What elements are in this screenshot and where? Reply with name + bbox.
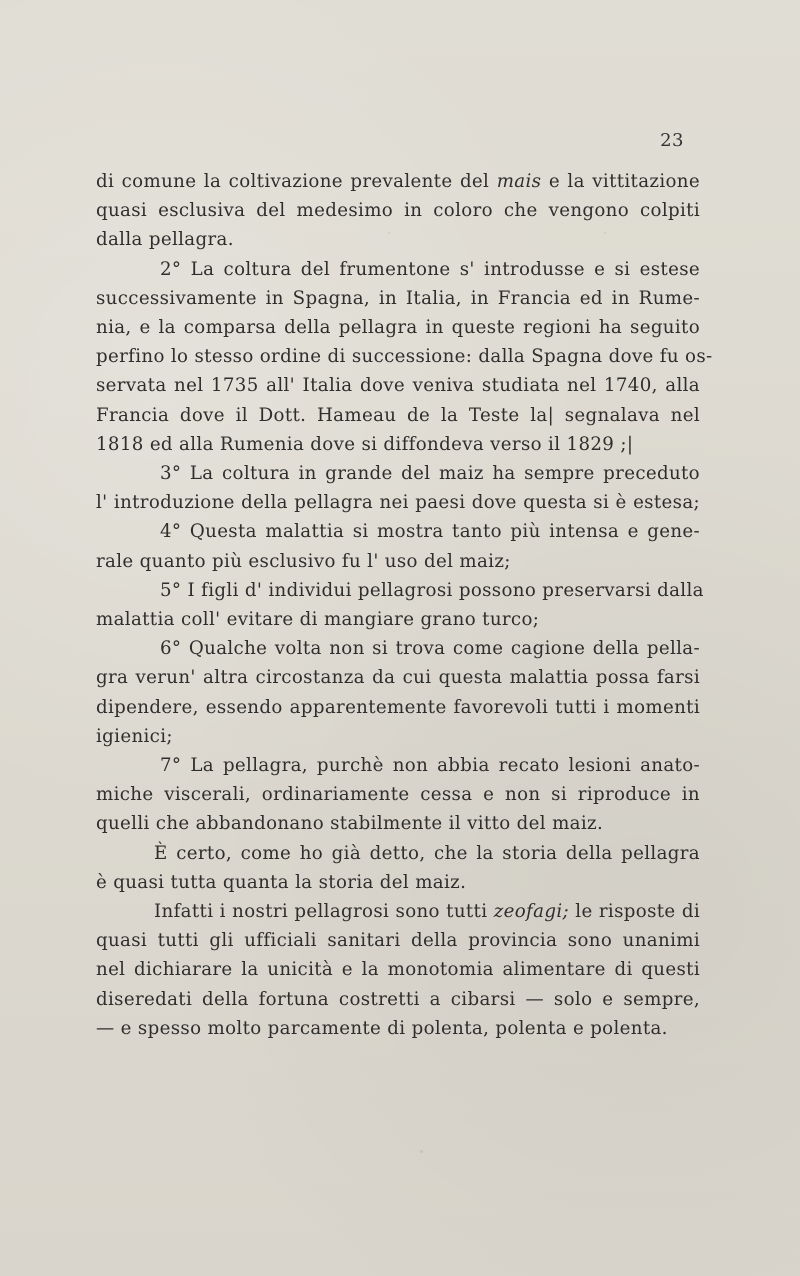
text-line: dalla pellagra. bbox=[96, 229, 234, 251]
text-line: 5° I figli d' individui pellagrosi possono preservarsi dalla bbox=[160, 579, 704, 601]
text-line: successivamente in Spagna, in Italia, in Francia ed in Rume- bbox=[96, 287, 700, 309]
text-line: 2° La coltura del frumentone s' introdusse e si estese bbox=[160, 258, 700, 280]
text-line: l' introduzione della pellagra nei paesi dove questa si è estesa; bbox=[96, 492, 700, 514]
paper-speck bbox=[604, 232, 606, 234]
text-line: 3° La coltura in grande del maiz ha sempre preceduto bbox=[160, 463, 700, 485]
text-line: quasi esclusiva del medesimo in coloro che vengono colpiti bbox=[96, 200, 700, 222]
text-line: quasi tutti gli ufficiali sanitari della provincia sono unanimi bbox=[96, 930, 700, 952]
text-line: nel dichiarare la unicità e la monotomia alimentare di questi bbox=[96, 959, 700, 981]
text-line: Francia dove il Dott. Hameau de la Teste la| segnalava nel bbox=[96, 404, 700, 426]
text-line: rale quanto più esclusivo fu l' uso del maiz; bbox=[96, 550, 511, 572]
text-line: 1818 ed alla Rumenia dove si diffondeva verso il 1829 ;| bbox=[96, 433, 634, 455]
text-line: È certo, come ho già detto, che la storia della pellagra bbox=[154, 842, 700, 864]
text-line: servata nel 1735 all' Italia dove veniva studiata nel 1740, alla bbox=[96, 375, 700, 397]
text-line: dipendere, essendo apparentemente favorevoli tutti i momenti bbox=[96, 696, 700, 718]
text-line: perfino lo stesso ordine di successione: dalla Spagna dove fu os- bbox=[96, 346, 713, 368]
text-line: diseredati della fortuna costretti a cibarsi — solo e sempre, bbox=[96, 988, 700, 1010]
paper-speck bbox=[420, 1150, 423, 1153]
text-line: malattia coll' evitare di mangiare grano turco; bbox=[96, 609, 540, 631]
text-line: è quasi tutta quanta la storia del maiz. bbox=[96, 871, 467, 893]
text-line: miche viscerali, ordinariamente cessa e non si riproduce in bbox=[96, 784, 700, 806]
text-line: gra verun' altra circostanza da cui questa malattia possa farsi bbox=[96, 667, 700, 689]
text-line: quelli che abbandonano stabilmente il vitto del maiz. bbox=[96, 813, 604, 835]
text-line: Infatti i nostri pellagrosi sono tutti zeofagi; le risposte di bbox=[154, 901, 700, 923]
text-line: nia, e la comparsa della pellagra in queste regioni ha seguito bbox=[96, 317, 700, 339]
page-number: 23 bbox=[660, 130, 684, 151]
text-line: 4° Questa malattia si mostra tanto più intensa e gene- bbox=[160, 521, 700, 543]
text-line: 7° La pellagra, purchè non abbia recato lesioni anato- bbox=[160, 755, 700, 777]
text-line: igienici; bbox=[96, 725, 173, 747]
text-line: di comune la coltivazione prevalente del mais e la vittitazione bbox=[96, 171, 700, 192]
text-line: — e spesso molto parcamente di polenta, polenta e polenta. bbox=[96, 1017, 668, 1039]
text-line: 6° Qualche volta non si trova come cagione della pella- bbox=[160, 638, 700, 660]
paper-speck bbox=[388, 232, 390, 234]
body-text bbox=[96, 167, 713, 1043]
